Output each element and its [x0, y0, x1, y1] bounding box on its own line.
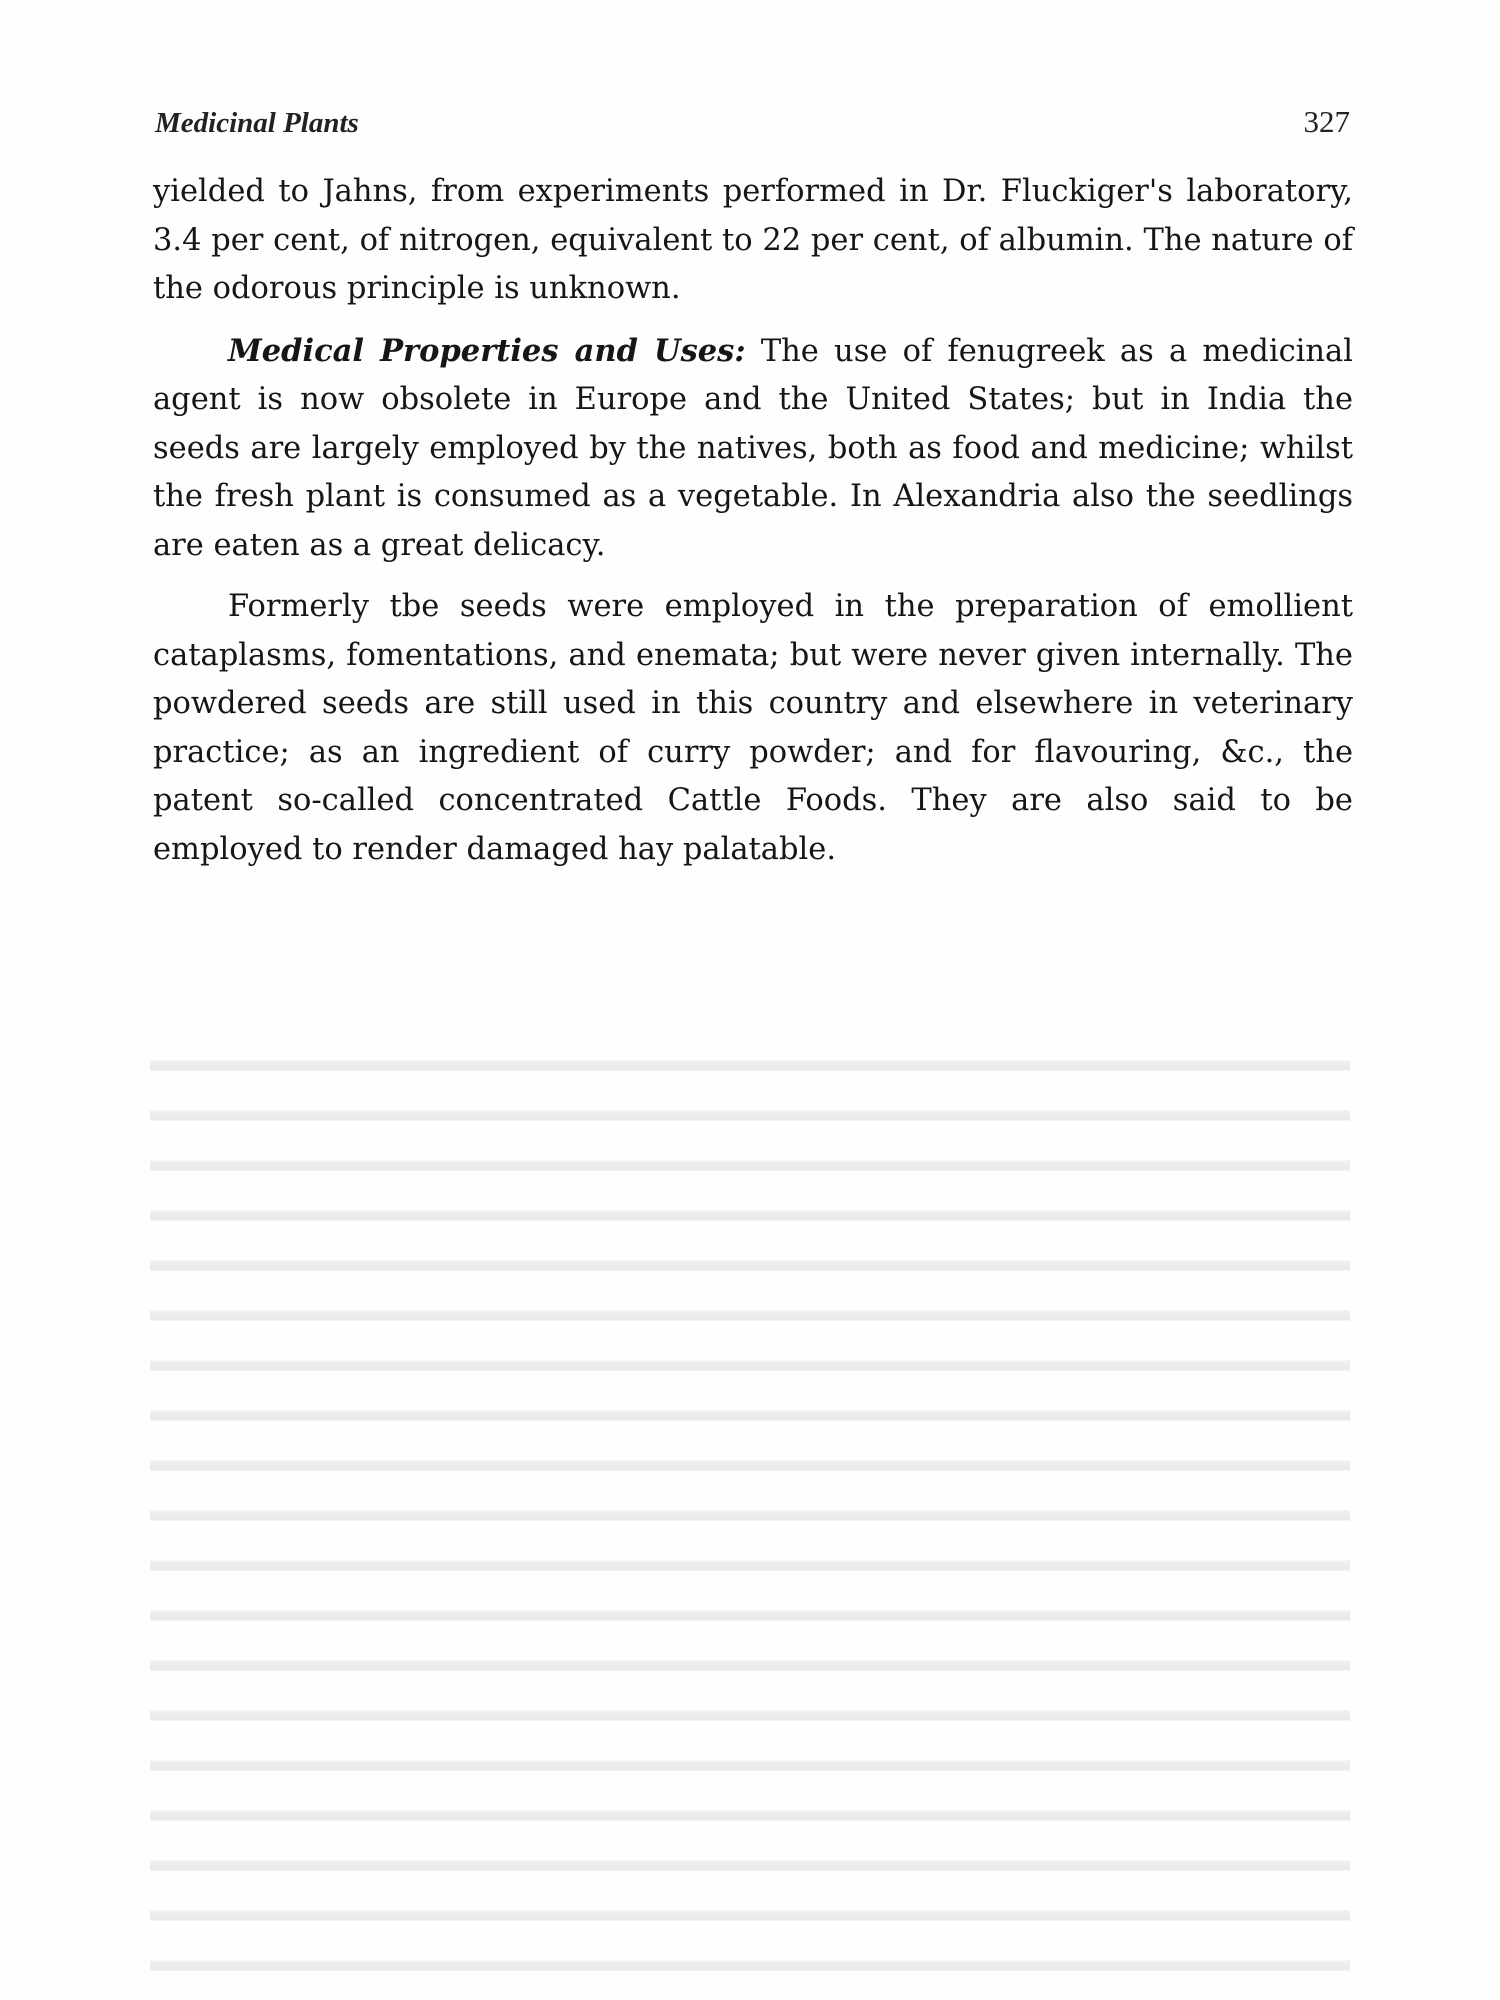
running-title: Medicinal Plants	[155, 107, 359, 139]
run-in-heading: Medical Properties and Uses:	[228, 332, 746, 369]
reverse-side-bleed-through	[150, 1030, 1350, 1990]
body-text	[153, 168, 1353, 874]
paragraph-medical-properties	[153, 327, 1353, 571]
paragraph-former-uses: Formerly tbe seeds were employed in the preparation of emollient cataplasms, fomentations, and enemata; but were never given internally. The powdered seeds are still used in this country and elsewhere in veterinary practice; as an ingredient of curry powder; and for flavouring, &c., the patent so-called concentrated Cattle Foods. They are also said to be employed to render damaged hay palatable.	[153, 589, 1353, 867]
paragraph-medical-properties-text: The use of fenugreek as a medicinal agent is now obsolete in Europe and the United States; but in India the seeds are largely employed by the natives, both as food and medicine; whilst the fresh plant is consumed as a vegetable. In Alexandria also the seedlings are eaten as a great delicacy.	[153, 333, 1353, 563]
page-number: 327	[1303, 104, 1350, 139]
running-head	[155, 104, 1350, 144]
paragraph-continuation: yielded to Jahns, from experiments performed in Dr. Fluckiger's laboratory, 3.4 per cent, of nitrogen, equivalent to 22 per cent, of albumin. The nature of the odorous principle is unknown.	[153, 174, 1353, 306]
